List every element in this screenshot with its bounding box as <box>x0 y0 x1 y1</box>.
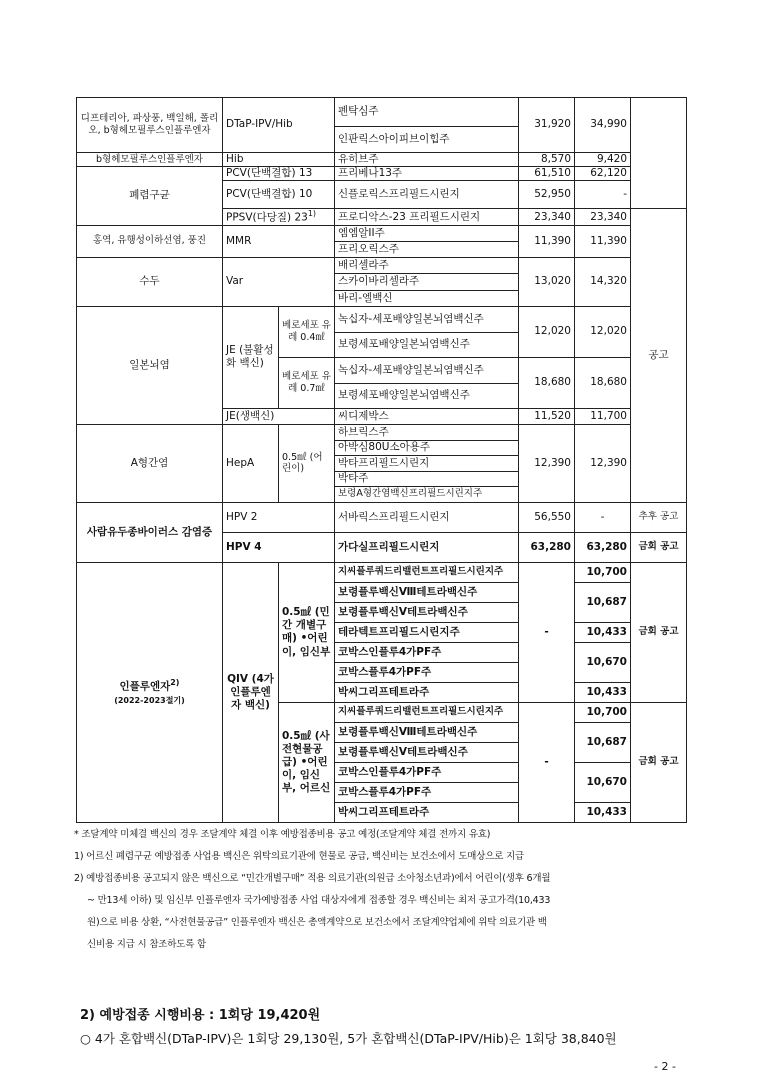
note-2d: 신비용 지급 시 참조하도록 함 <box>87 939 207 950</box>
vaccine-hpv2: HPV 2 <box>223 502 335 532</box>
price-cell: 10,433 <box>575 682 631 702</box>
disease-je: 일본뇌염 <box>77 306 223 424</box>
product-cell: 바리-엘백신 <box>335 290 519 306</box>
vaccine-var: Var <box>223 257 335 306</box>
product-cell: 엠엠알II주 <box>335 225 519 241</box>
flu-dose-supplied: 0.5㎖ (사전현물공급) •어린이, 임신부, 어르신 <box>279 702 335 822</box>
product-cell: 지씨플루쿼드리밸런트프리필드시린지주 <box>335 562 519 582</box>
product-cell: 코박스플루4가PF주 <box>335 782 519 802</box>
price-cell: 52,950 <box>519 181 575 209</box>
product-cell: 코박스플루4가PF주 <box>335 662 519 682</box>
price-cell: 14,320 <box>575 257 631 306</box>
product-cell: 보령세포배양일본뇌염백신주 <box>335 383 519 408</box>
notice-cell <box>631 98 687 209</box>
price-cell: 56,550 <box>519 502 575 532</box>
vaccine-je: JE (불활성화 백신) <box>223 306 279 408</box>
product-cell: 박씨그리프테트라주 <box>335 802 519 822</box>
notice-cell: 금회 공고 <box>631 562 687 702</box>
product-cell: 보령플루백신Ⅷ테트라백신주 <box>335 582 519 602</box>
product-cell: 펜탁심주 <box>335 98 519 127</box>
note-1: 1) 어르신 폐렴구균 예방접종 사업용 백신은 위탁의료기관에 현물로 공급, 백신비는 보건소에서 도매상으로 지급 <box>74 851 524 862</box>
page-number: - 2 - <box>654 1060 676 1073</box>
disease-hib: b형헤모필루스인플루엔자 <box>77 153 223 167</box>
vaccine-hpv4: HPV 4 <box>223 532 335 562</box>
product-cell: 프리오릭스주 <box>335 241 519 257</box>
price-cell: 10,433 <box>575 622 631 642</box>
notice-cell: 공고 <box>631 209 687 503</box>
note-2c: 원)으로 비용 상환, “사전현물공급” 인플루엔자 백신은 총액계약으로 보건소에서 조달계약업체에 위탁 의료기관 백 <box>87 917 547 928</box>
section-title: 2) 예방접종 시행비용 : 1회당 19,420원 <box>80 1008 321 1023</box>
price-cell: 8,570 <box>519 153 575 167</box>
vaccine-hepa: HepA <box>223 424 279 502</box>
product-cell: 코박스인플루4가PF주 <box>335 642 519 662</box>
price-cell: 10,700 <box>575 702 631 722</box>
price-cell: 18,680 <box>519 357 575 408</box>
note-2b: ~ 만13세 이하) 및 임신부 인플루엔자 국가예방접종 사업 대상자에게 접종할 경우 백신비는 최저 공고가격(10,433 <box>87 895 551 906</box>
flu-dose-private: 0.5㎖ (민간 개별구매) •어린이, 임신부 <box>279 562 335 702</box>
product-cell: 보령플루백신Ⅷ테트라백신주 <box>335 722 519 742</box>
product-cell: 서바릭스프리필드시린지 <box>335 502 519 532</box>
note-star: * 조달계약 미체결 백신의 경우 조달계약 체결 이후 예방접종비용 공고 예정(조달계약 체결 전까지 유효) <box>74 829 491 840</box>
product-cell: 보령플루백신Ⅴ테트라백신주 <box>335 602 519 622</box>
price-cell: 13,020 <box>519 257 575 306</box>
product-cell: 배리셀라주 <box>335 257 519 273</box>
vaccine-dtap: DTaP-IPV/Hib <box>223 98 335 153</box>
je-cell-dose: 베로세포 유 레 0.7㎖ <box>279 357 335 408</box>
price-cell: 12,020 <box>519 306 575 357</box>
product-cell: 씨디제박스 <box>335 408 519 424</box>
notice-cell: 금회 공고 <box>631 702 687 822</box>
product-cell: 녹십자-세포배양일본뇌염백신주 <box>335 357 519 383</box>
price-cell: 11,390 <box>575 225 631 257</box>
product-cell: 신플로릭스프리필드시린지 <box>335 181 519 209</box>
product-cell: 지씨플루쿼드리밸런트프리필드시린지주 <box>335 702 519 722</box>
price-cell: 10,700 <box>575 562 631 582</box>
product-cell: 녹십자-세포배양일본뇌염백신주 <box>335 306 519 332</box>
price-cell: 31,920 <box>519 98 575 153</box>
product-cell: 코박스인플루4가PF주 <box>335 762 519 782</box>
price-cell: - <box>519 562 575 702</box>
disease-mmr: 홍역, 유행성이하선염, 풍진 <box>77 225 223 257</box>
price-cell: 11,390 <box>519 225 575 257</box>
disease-var: 수두 <box>77 257 223 306</box>
vaccine-pcv13: PCV(단백결합) 13 <box>223 167 335 181</box>
price-cell: 10,687 <box>575 722 631 762</box>
price-cell: 10,670 <box>575 762 631 802</box>
product-cell: 박씨그리프테트라주 <box>335 682 519 702</box>
circle-text: ○ 4가 혼합백신(DTaP-IPV)은 1회당 29,130원, 5가 혼합백신(DTaP-IPV/Hib)은 1회당 38,840원 <box>80 1031 617 1046</box>
price-cell: - <box>575 181 631 209</box>
price-cell: 23,340 <box>519 209 575 226</box>
product-cell: 스카이바리셀라주 <box>335 273 519 290</box>
disease-hepa: A형간염 <box>77 424 223 502</box>
price-cell: 10,433 <box>575 802 631 822</box>
product-cell: 보령A형간염백신프리필드시린지주 <box>335 486 519 502</box>
product-cell: 프리베나13주 <box>335 167 519 181</box>
vaccine-cost-table <box>76 97 687 823</box>
price-cell: 11,520 <box>519 408 575 424</box>
product-cell: 하브릭스주 <box>335 424 519 440</box>
product-cell: 보령플루백신Ⅴ테트라백신주 <box>335 742 519 762</box>
product-cell: 박타주 <box>335 471 519 486</box>
note-2a: 2) 예방접종비용 공고되지 않은 백신으로 “민간개별구매” 적용 의료기관(의원급 소아청소년과)에서 어린이(생후 6개월 <box>74 873 551 884</box>
price-cell: 63,280 <box>519 532 575 562</box>
product-cell: 프로디악스-23 프리필드시린지 <box>335 209 519 226</box>
disease-dtap: 디프테리아, 파상풍, 백일해, 폴리오, b형헤모필루스인플루엔자 <box>77 98 223 153</box>
price-cell: 11,700 <box>575 408 631 424</box>
price-cell: 34,990 <box>575 98 631 153</box>
vaccine-hib: Hib <box>223 153 335 167</box>
vaccine-ppsv: PPSV(다당질) 23$^{1)}$ <box>223 209 335 226</box>
disease-hpv: 사람유두종바이러스 감염증 <box>77 502 223 562</box>
disease-flu: 인플루엔자$^{2)}$ (2022-2023절기) <box>77 562 223 822</box>
vaccine-pcv10: PCV(단백결합) 10 <box>223 181 335 209</box>
hepa-dose: 0.5㎖ (어린이) <box>279 424 335 502</box>
price-cell: 12,390 <box>575 424 631 502</box>
vaccine-je-live: JE(생백신) <box>223 408 335 424</box>
product-cell: 테라텍트프리필드시린지주 <box>335 622 519 642</box>
product-cell: 가다실프리필드시린지 <box>335 532 519 562</box>
product-cell: 아박심80U소아용주 <box>335 440 519 455</box>
price-cell: 61,510 <box>519 167 575 181</box>
notice-cell: 금회 공고 <box>631 532 687 562</box>
product-cell: 유히브주 <box>335 153 519 167</box>
product-cell: 박타프리필드시린지 <box>335 455 519 471</box>
price-cell: 23,340 <box>575 209 631 226</box>
product-cell: 보령세포배양일본뇌염백신주 <box>335 332 519 357</box>
disease-pneumo: 폐렴구균 <box>77 167 223 226</box>
price-cell: 10,670 <box>575 642 631 682</box>
price-cell: 12,020 <box>575 306 631 357</box>
price-cell: 62,120 <box>575 167 631 181</box>
price-cell: - <box>575 502 631 532</box>
notice-cell: 추후 공고 <box>631 502 687 532</box>
price-cell: - <box>519 702 575 822</box>
product-cell: 인판릭스아이피브이힙주 <box>335 127 519 153</box>
vaccine-flu: QIV (4가 인플루엔자 백신) <box>223 562 279 822</box>
price-cell: 12,390 <box>519 424 575 502</box>
price-cell: 9,420 <box>575 153 631 167</box>
vaccine-mmr: MMR <box>223 225 335 257</box>
price-cell: 63,280 <box>575 532 631 562</box>
price-cell: 10,687 <box>575 582 631 622</box>
je-cell-dose: 베로세포 유 레 0.4㎖ <box>279 306 335 357</box>
price-cell: 18,680 <box>575 357 631 408</box>
